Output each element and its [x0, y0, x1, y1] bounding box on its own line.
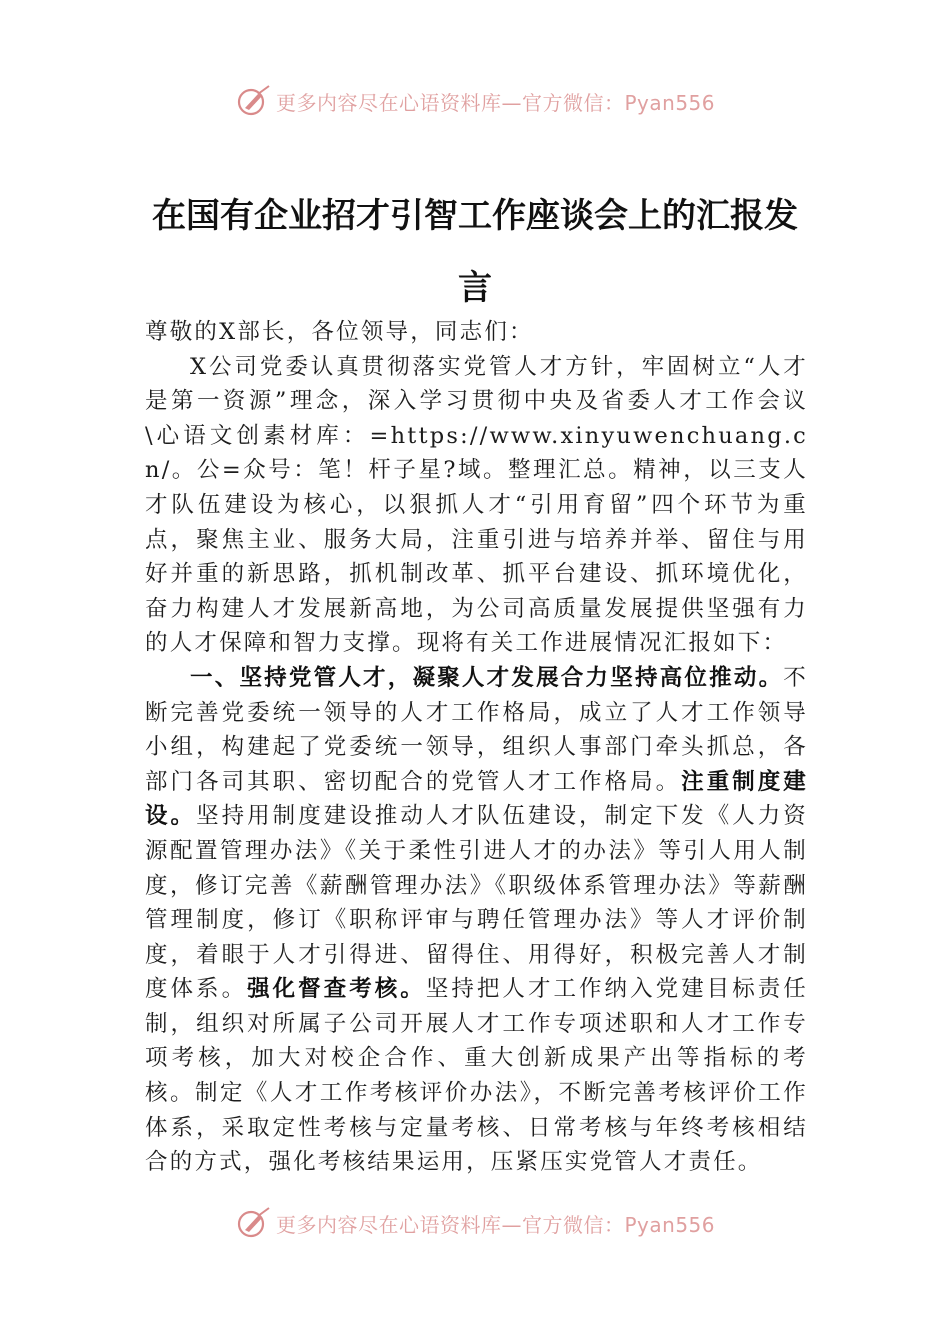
pen-logo-icon [236, 84, 272, 118]
footer-watermark-text: 更多内容尽在心语资料库—官方微信：Pyan556 [276, 1212, 716, 1237]
section-1-paragraph [145, 661, 808, 1180]
intro-paragraph: X公司党委认真贯彻落实党管人才方针，牢固树立“人才是第一资源”理念，深入学习贯彻中央及省委人才工作会议\心语文创素材库：=https://www.xinyuwenchuang.cn/。公=众号：笔！杆子星?域。整理汇总。精神，以三支人才队伍建设为核心，以狠抓人才“引用育留”四个环节为重点，聚焦主业、服务大局，注重引进与培养并举、留住与用好并重的新思路，抓机制改革、抓平台建设、抓环境优化，奋力构建人才发展新高地，为公司高质量发展提供坚强有力的人才保障和智力支撑。现将有关工作进展情况汇报如下： [145, 353, 808, 657]
section-1-sub3: 强化督查考核。 [247, 976, 426, 1003]
header-watermark [236, 84, 756, 118]
section-1-text3: 坚持把人才工作纳入党建目标责任制，组织对所属子公司开展人才工作专项述职和人才工作专项考核，加大对校企合作、重大创新成果产出等指标的考核。制定《人才工作考核评价办法》，不断完善考核评价工作体系，采取定性考核与定量考核、日常考核与年终考核相结合的方式，强化考核结果运用，压紧压实党管人才责任。 [145, 976, 808, 1176]
document-body [145, 315, 808, 1180]
page-title: 在国有企业招才引智工作座谈会上的汇报发言 [152, 196, 798, 308]
footer-watermark [236, 1206, 756, 1240]
header-watermark-text: 更多内容尽在心语资料库—官方微信：Pyan556 [276, 90, 716, 115]
section-1-text1: 不断完善党委统一领导的人才工作格局，成立了人才工作领导小组，构建起了党委统一领导，组织人事部门牵头抓总，各部门各司其职、密切配合的党管人才工作格局。 [145, 664, 808, 795]
section-1-sub1: 坚持高位推动。 [610, 664, 784, 691]
section-1-text2: 坚持用制度建设推动人才队伍建设，制定下发《人力资源配置管理办法》《关于柔性引进人才的办法》等引人用人制度，修订完善《薪酬管理办法》《职级体系管理办法》等薪酬管理制度，修订《职称评审与聘任管理办法》等人才评价制度，着眼于人才引得进、留得住、用得好，积极完善人才制度体系。 [145, 803, 808, 1003]
pen-logo-icon [236, 1206, 272, 1240]
salutation: 尊敬的X部长，各位领导，同志们： [145, 319, 534, 345]
section-1-heading: 一、坚持党管人才，凝聚人才发展合力 [190, 664, 611, 691]
section-1-sub2: 注重制度建设。 [145, 768, 808, 830]
